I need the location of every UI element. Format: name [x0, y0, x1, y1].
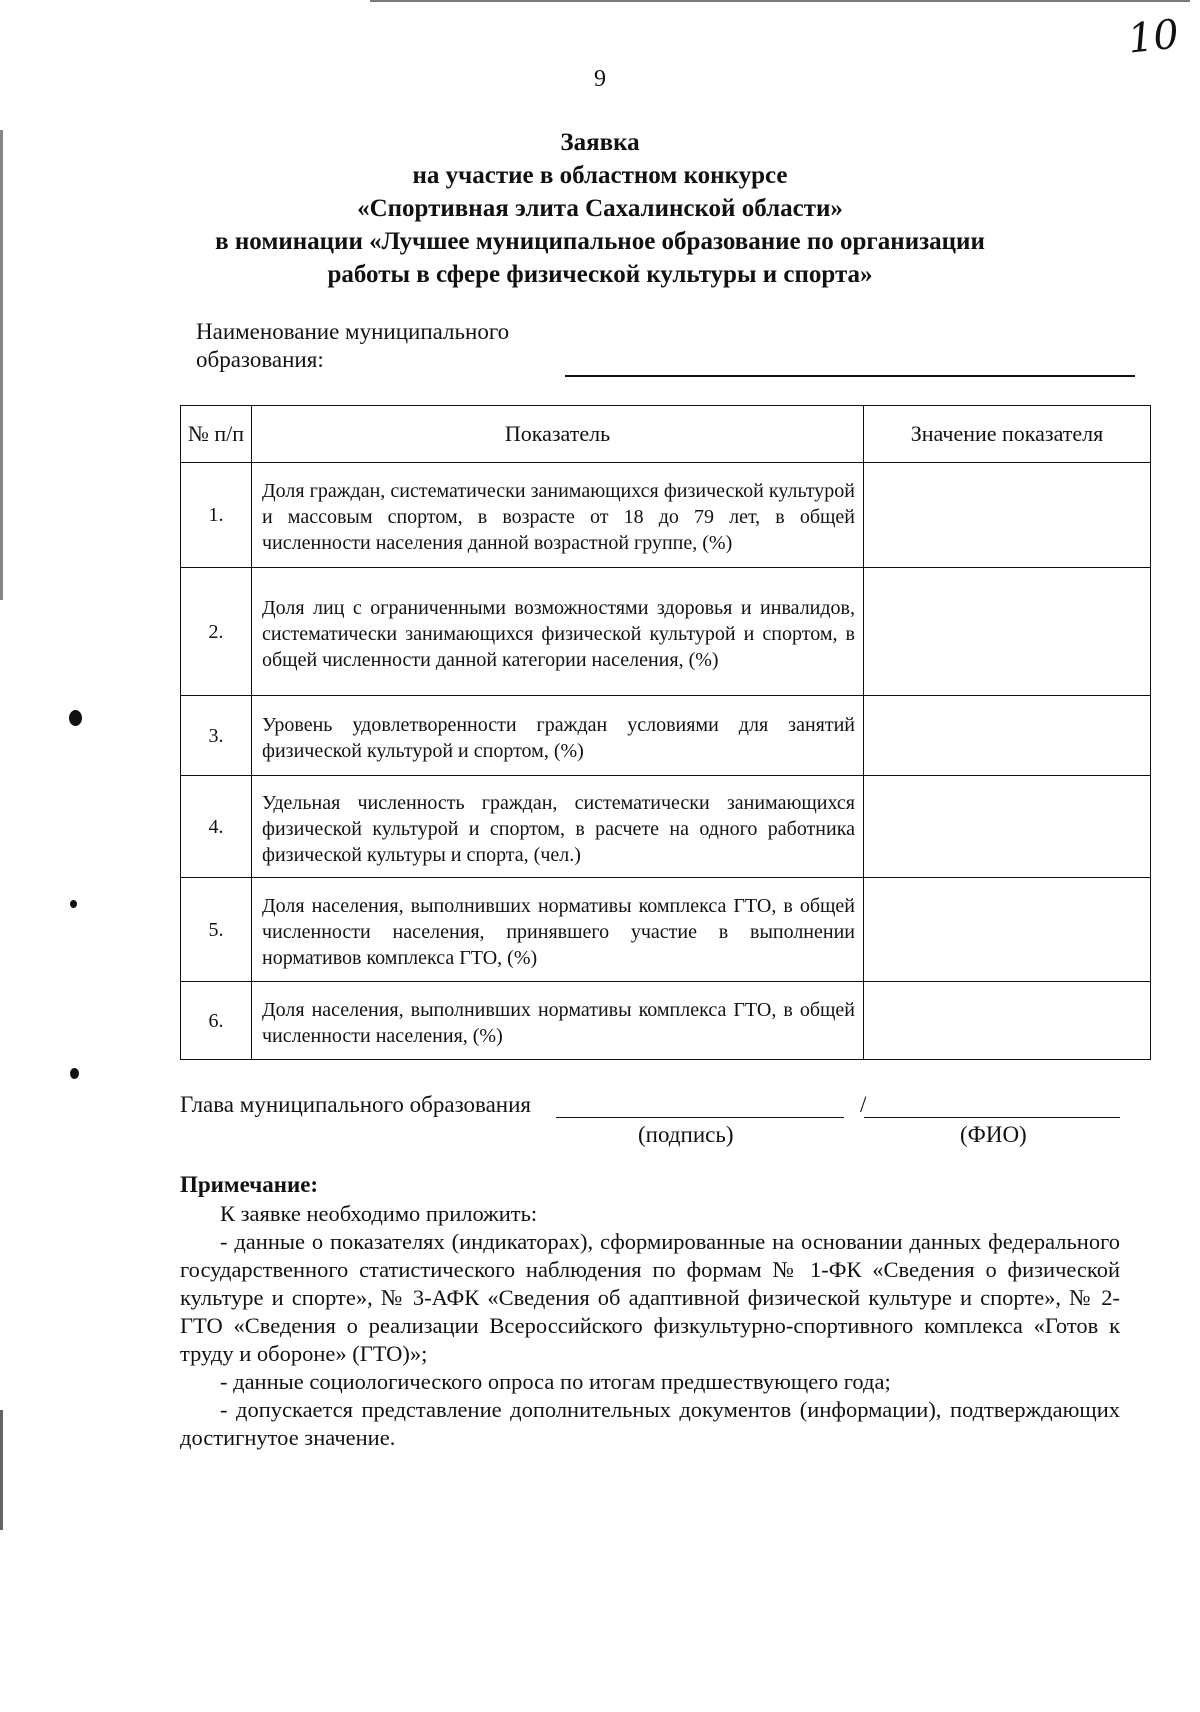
indicators-table — [180, 405, 1151, 1060]
scan-speck — [69, 710, 82, 726]
row-indicator: Доля населения, выполнивших нормативы комплекса ГТО, в общей численности населения, принявшего участие в выполнении нормативов комплекса ГТО, (%) — [252, 878, 864, 982]
row-indicator: Удельная численность граждан, систематически занимающихся физической культурой и спортом, в расчете на одного работника физической культуры и спорта, (чел.) — [252, 776, 864, 878]
scan-edge-mark — [370, 0, 1190, 2]
table-row — [181, 878, 1151, 982]
head-of-municipality-label: Глава муниципального образования — [180, 1092, 531, 1117]
note-intro: К заявке необходимо приложить: — [220, 1201, 538, 1226]
note-item-2: - данные социологического опроса по итогам предшествующего года; — [220, 1369, 891, 1394]
row-value-cell[interactable] — [864, 696, 1151, 776]
table-row — [181, 982, 1151, 1060]
table-row — [181, 696, 1151, 776]
title-line-2: на участие в областном конкурсе — [412, 162, 788, 189]
table-row — [181, 776, 1151, 878]
scan-edge-mark — [0, 1410, 3, 1530]
table-row — [181, 463, 1151, 568]
row-indicator: Доля лиц с ограниченными возможностями здоровья и инвалидов, систематически занимающихся физической культурой и спортом, в общей численности данной категории населения, (%) — [252, 568, 864, 696]
signature-field[interactable] — [556, 1117, 844, 1118]
row-value-cell[interactable] — [864, 878, 1151, 982]
title-line-4: в номинации «Лучшее муниципальное образование по организации — [215, 228, 985, 255]
row-indicator: Доля граждан, систематически занимающихся физической культурой и массовым спортом, в возрасте от 18 до 79 лет, в общей численности населения данной возрастной группе, (%) — [252, 463, 864, 568]
row-indicator: Доля населения, выполнивших нормативы комплекса ГТО, в общей численности населения, (%) — [252, 982, 864, 1060]
municipality-label-line-1: Наименование муниципального — [196, 319, 510, 344]
scan-speck — [70, 900, 77, 908]
row-number: 1. — [181, 463, 252, 568]
fio-field[interactable] — [864, 1117, 1120, 1118]
scan-edge-mark — [0, 130, 3, 600]
row-value-cell[interactable] — [864, 463, 1151, 568]
header-indicator: Показатель — [252, 406, 864, 463]
note-body — [180, 1200, 1120, 1452]
note-item-3: - допускается представление дополнительных документов (информации), подтверждающих достигнутое значение. — [180, 1397, 1120, 1450]
title-line-3: «Спортивная элита Сахалинской области» — [357, 195, 843, 222]
row-value-cell[interactable] — [864, 982, 1151, 1060]
signature-caption: (подпись) — [638, 1122, 734, 1147]
municipality-label — [196, 318, 509, 374]
note-item-1: - данные о показателях (индикаторах), сформированные на основании данных федерального государственного статистического наблюдения по формам № 1-ФК «Сведения о физической культуре и спорте», № 3-АФК «Сведения об адаптивной физической культуре и спорте», № 2-ГТО «Сведения о реализации Всероссийского физкультурно-спортивного комплекса «Готов к труду и обороне» (ГТО)»; — [180, 1229, 1120, 1366]
table-row — [181, 568, 1151, 696]
title-line-1: Заявка — [560, 129, 640, 156]
scan-speck — [70, 1068, 79, 1079]
page-number: 9 — [594, 66, 606, 92]
title-line-5: работы в сфере физической культуры и спорта» — [327, 261, 873, 288]
note-title: Примечание: — [180, 1172, 319, 1197]
document-title — [100, 126, 1100, 291]
row-value-cell[interactable] — [864, 568, 1151, 696]
header-number: № п/п — [181, 406, 252, 463]
row-number: 2. — [181, 568, 252, 696]
row-value-cell[interactable] — [864, 776, 1151, 878]
row-number: 3. — [181, 696, 252, 776]
row-number: 4. — [181, 776, 252, 878]
row-number: 5. — [181, 878, 252, 982]
fio-caption: (ФИО) — [960, 1122, 1027, 1147]
municipality-name-field[interactable] — [565, 375, 1135, 377]
row-indicator: Уровень удовлетворенности граждан условиями для занятий физической культурой и спортом, (%) — [252, 696, 864, 776]
handwritten-page-number: 10 — [1125, 11, 1182, 63]
municipality-label-line-2: образования: — [196, 347, 324, 372]
header-value: Значение показателя — [864, 406, 1151, 463]
row-number: 6. — [181, 982, 252, 1060]
signature-separator: / — [860, 1092, 867, 1117]
table-header-row — [181, 406, 1151, 463]
